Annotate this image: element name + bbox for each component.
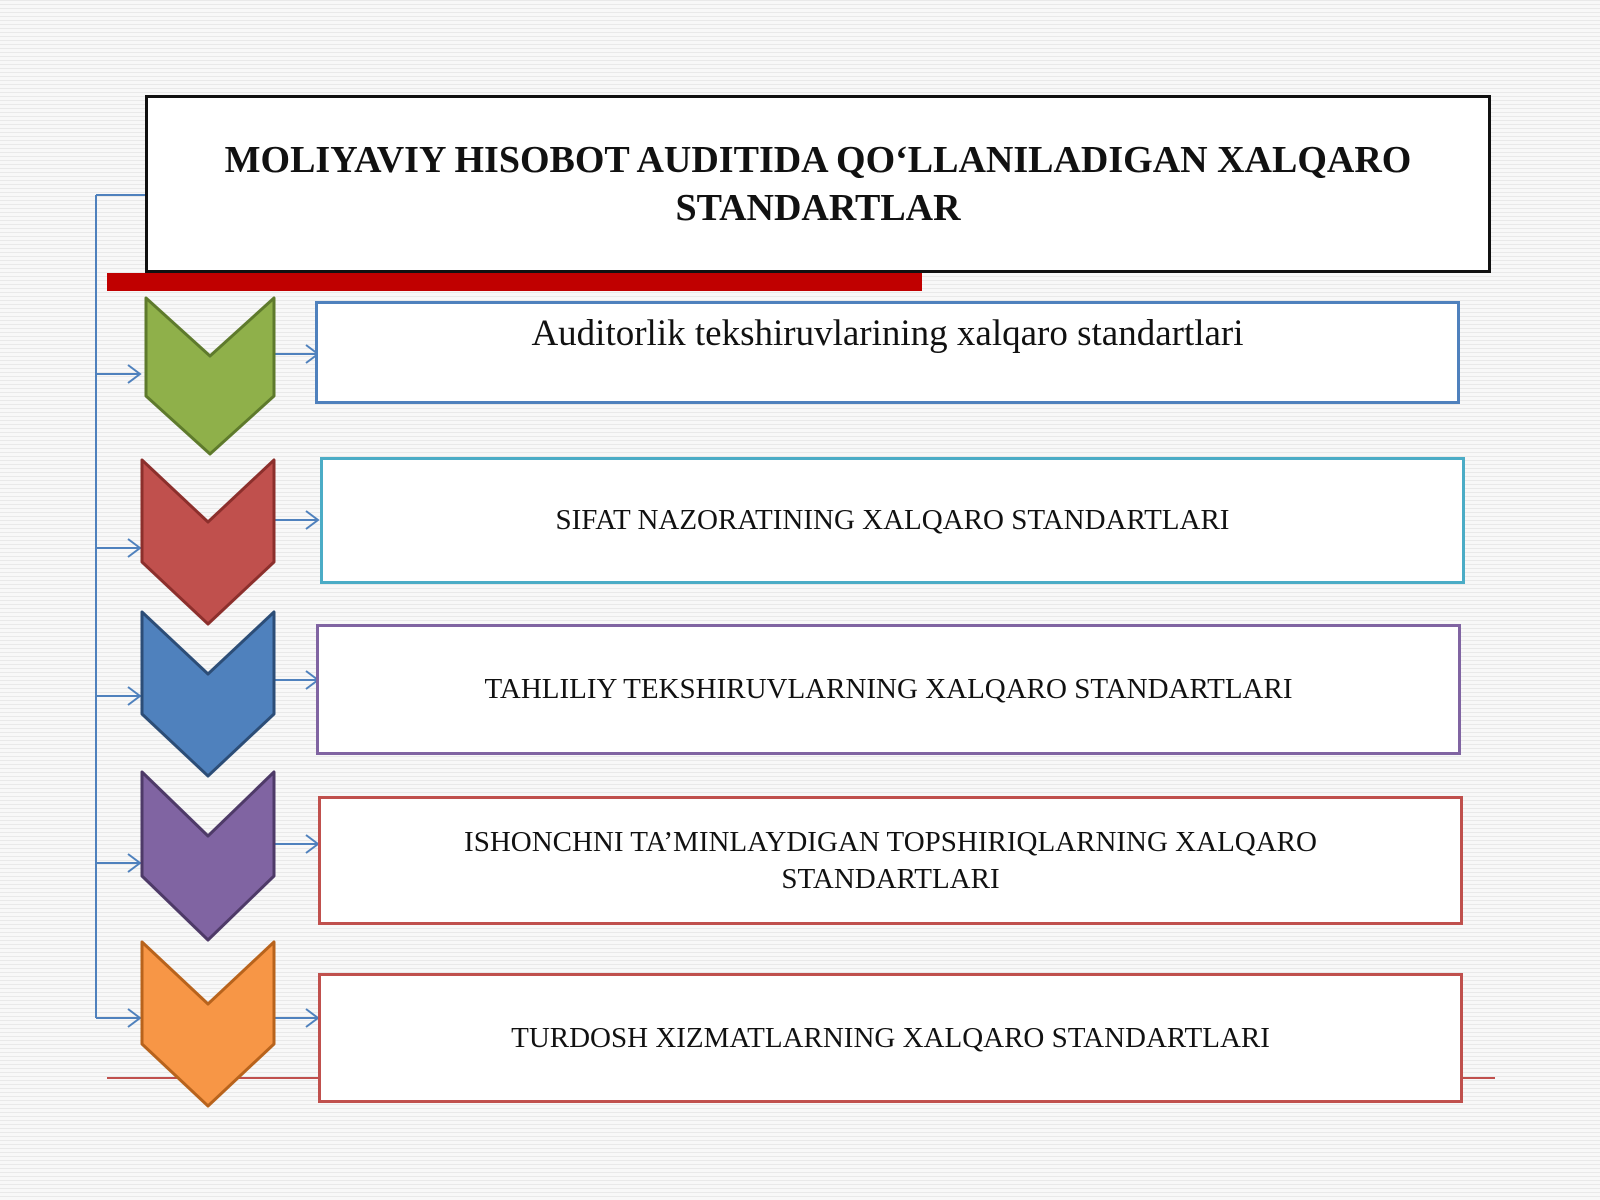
chevron-shape — [142, 612, 274, 776]
diagram-title-box — [145, 95, 1491, 273]
standard-label: TAHLILIY TEKSHIRUVLARNING XALQARO STANDARTLARI — [484, 673, 1293, 705]
standard-box-quality-control — [320, 457, 1465, 584]
chevron-shape — [142, 942, 274, 1106]
chevron-down-icon — [140, 458, 276, 626]
standard-label: Auditorlik tekshiruvlarining xalqaro standartlari — [531, 313, 1244, 354]
diagram-title: MOLIYAVIY HISOBOT AUDITIDA QO‘LLANILADIGAN XALQARO STANDARTLAR — [224, 139, 1412, 229]
standard-label: TURDOSH XIZMATLARNING XALQARO STANDARTLARI — [511, 1021, 1270, 1054]
standard-label: SIFAT NAZORATINING XALQARO STANDARTLARI — [555, 504, 1230, 536]
standard-label: ISHONCHNI TA’MINLAYDIGAN TOPSHIRIQLARNING XALQARO STANDARTLARI — [464, 825, 1317, 895]
standard-box-assurance — [318, 796, 1463, 925]
chevron-shape — [142, 772, 274, 940]
standard-box-related-services — [318, 973, 1463, 1103]
chevron-down-icon — [140, 940, 276, 1108]
chevron-shape — [146, 298, 274, 454]
accent-bar — [107, 273, 922, 291]
standard-box-audit — [315, 301, 1460, 404]
chevron-down-icon — [144, 296, 276, 456]
standard-box-review — [316, 624, 1461, 755]
chevron-down-icon — [140, 770, 276, 942]
chevron-shape — [142, 460, 274, 624]
chevron-down-icon — [140, 610, 276, 778]
